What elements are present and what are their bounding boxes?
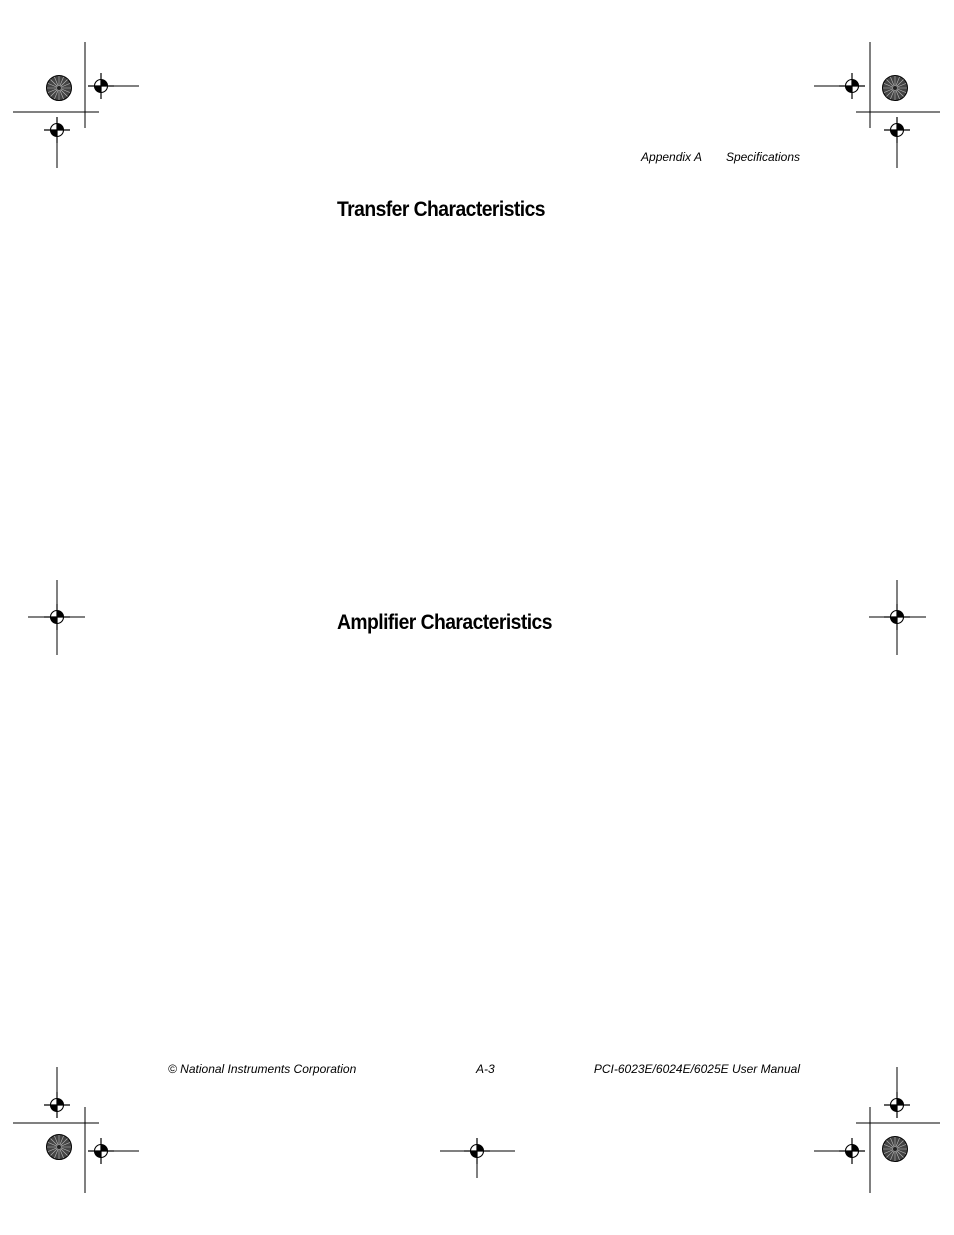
header-section: Specifications — [725, 150, 800, 164]
footer-page-number: A-3 — [476, 1062, 495, 1076]
footer-copyright: © National Instruments Corporation — [168, 1062, 357, 1076]
heading-transfer-characteristics: Transfer Characteristics — [337, 198, 545, 221]
header-chapter: Appendix A — [641, 150, 702, 164]
running-header — [641, 150, 800, 164]
footer-manual-title: PCI-6023E/6024E/6025E User Manual — [593, 1062, 800, 1076]
heading-amplifier-characteristics: Amplifier Characteristics — [337, 611, 552, 634]
